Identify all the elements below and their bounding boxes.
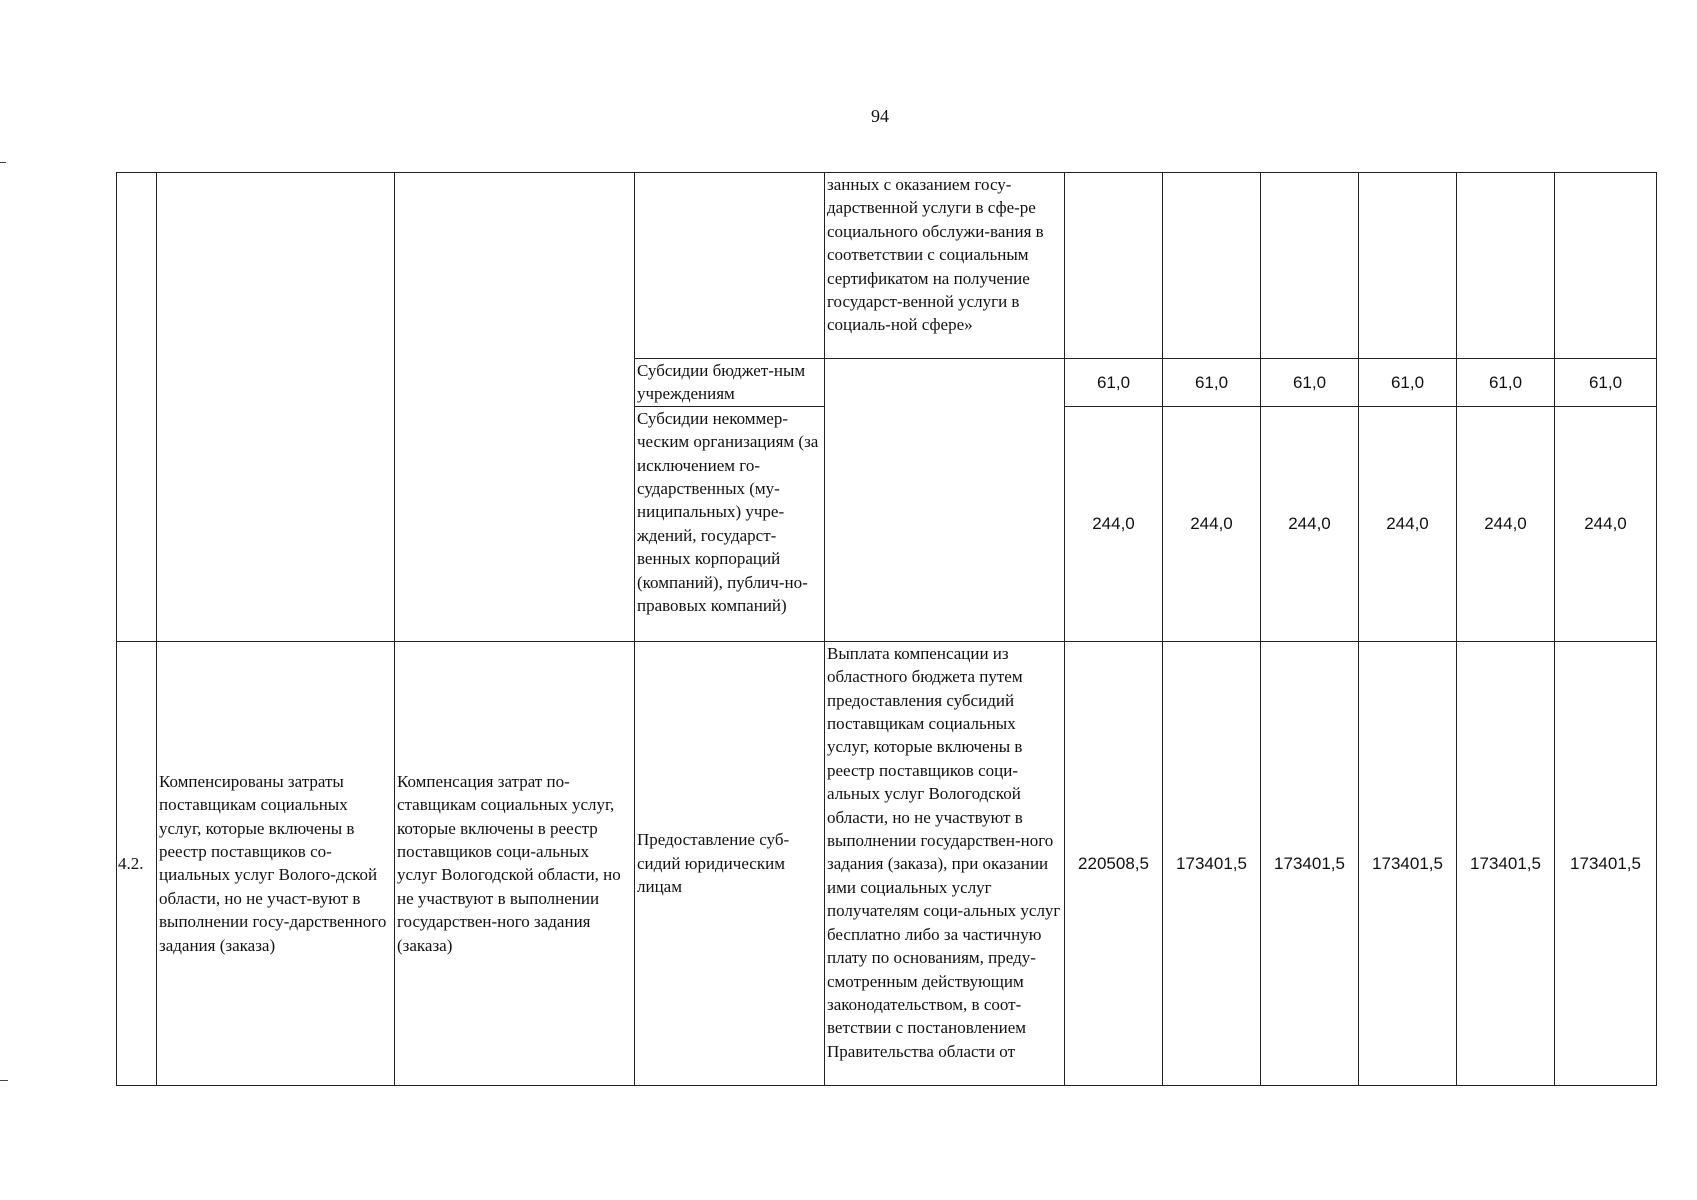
value-cell: 61,0 [1261,359,1359,407]
table-row [117,173,1657,359]
value-cell: 173401,5 [1163,641,1261,1085]
value-cell: 61,0 [1359,359,1457,407]
table-cell [635,173,825,359]
value-cell: 173401,5 [1261,641,1359,1085]
table-cell [1163,173,1261,359]
value-cell: 61,0 [1163,359,1261,407]
value-cell: 61,0 [1555,359,1657,407]
value-cell: 61,0 [1457,359,1555,407]
table-row [117,641,1657,1085]
expense-type-cell: Субсидии бюджет-ным учреждениям [635,359,825,407]
table-cell [157,173,395,642]
page-number: 94 [871,106,889,126]
table-cell [117,173,157,642]
description-cell: Выплата компенсации из областного бюджета путем предоставления субсидий поставщикам социальных услуг, которые включены в реестр поставщиков соци-альных услуг Вологодской области, но не участвуют в выполнении государствен-ного задания (заказа), при оказании ими социальных услуг получателям соци-альных услуг бесплатно либо за частичную плату по основаниям, преду-смотренным действующим законодательством, в соот-ветствии с постановлением Правительства области от [825,641,1065,1085]
value-cell: 220508,5 [1065,641,1163,1085]
expense-type-cell: Субсидии некоммер-ческим организациям (за исключением го-сударственных (му-ниципальных) учре-ждений, государст-венных корпораций (компаний), публич-но-правовых компаний) [635,406,825,641]
expense-type-cell: Предоставление суб-сидий юридическим лицам [635,641,825,1085]
program-table [116,172,1657,1086]
table-cell [1555,173,1657,359]
table-cell [825,359,1065,642]
result-cell: Компенсированы затраты поставщикам социальных услуг, которые включены в реестр поставщиков со-циальных услуг Волого-дской области, но не участ-вуют в выполнении госу-дарственного задания (заказа) [157,641,395,1085]
value-cell: 61,0 [1065,359,1163,407]
value-cell: 173401,5 [1359,641,1457,1085]
value-cell: 244,0 [1065,406,1163,641]
value-cell: 244,0 [1359,406,1457,641]
margin-tick-top [0,162,6,163]
measure-cell: Компенсация затрат по-ставщикам социальных услуг, которые включены в реестр поставщиков соци-альных услуг Вологодской области, но не участвуют в выполнении государствен-ного задания (заказа) [395,641,635,1085]
table-cell [395,173,635,642]
row-number: 4.2. [117,641,157,1085]
value-cell: 244,0 [1261,406,1359,641]
table-cell [1261,173,1359,359]
continuation-description: занных с оказанием госу-дарственной услуги в сфе-ре социального обслужи-вания в соответствии с социальным сертификатом на получение государст-венной услуги в социаль-ной сфере» [825,173,1065,359]
value-cell: 244,0 [1457,406,1555,641]
table-cell [1065,173,1163,359]
value-cell: 244,0 [1555,406,1657,641]
table-cell [1457,173,1555,359]
value-cell: 244,0 [1163,406,1261,641]
value-cell: 173401,5 [1457,641,1555,1085]
table-cell [1359,173,1457,359]
value-cell: 173401,5 [1555,641,1657,1085]
margin-tick-bottom [0,1080,8,1081]
